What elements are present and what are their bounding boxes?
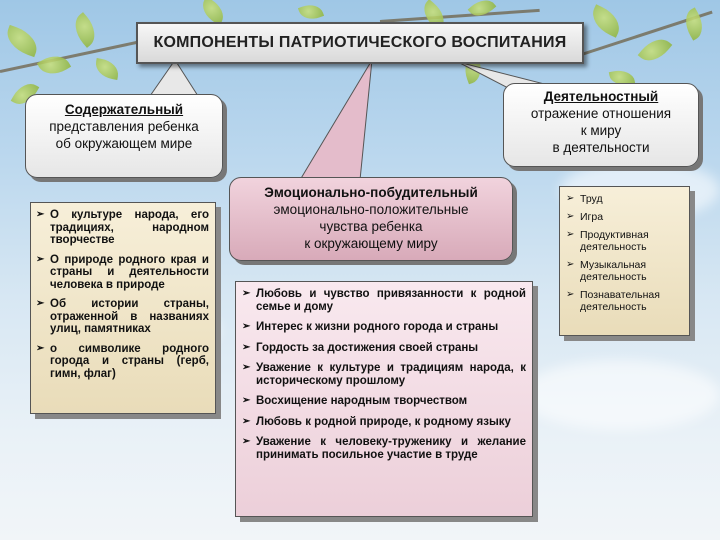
emotional-component-line: эмоционально-положительные xyxy=(273,202,469,217)
list-item: ➢ Интерес к жизни родного города и страны xyxy=(242,321,499,333)
bullet-arrow-icon: ➢ xyxy=(242,436,251,447)
pointer-mid xyxy=(300,60,372,180)
bullet-arrow-icon: ➢ xyxy=(566,289,575,300)
bullet-arrow-icon: ➢ xyxy=(566,259,575,270)
emotional-component-heading: Эмоционально-побудительный xyxy=(264,185,478,200)
bullet-arrow-icon: ➢ xyxy=(36,253,45,265)
bullet-arrow-icon: ➢ xyxy=(566,193,575,204)
page-title: КОМПОНЕНТЫ ПАТРИОТИЧЕСКОГО ВОСПИТАНИЯ xyxy=(136,22,584,64)
list-item: ➢ Продуктивная деятельность xyxy=(566,229,649,253)
bullet-arrow-icon: ➢ xyxy=(566,211,575,222)
bullet-arrow-icon: ➢ xyxy=(36,342,45,354)
list-item: ➢ Об истории страны, отраженной в названиях улиц, памятниках xyxy=(36,298,209,335)
bullet-arrow-icon: ➢ xyxy=(242,321,251,332)
activity-component-heading: Деятельностный xyxy=(543,89,659,104)
activity-component-line: отражение отношения xyxy=(530,106,672,121)
bullet-arrow-icon: ➢ xyxy=(242,395,251,406)
bullet-arrow-icon: ➢ xyxy=(242,288,251,299)
list-item: ➢ О природе родного края и страны и деятельности человека в природе xyxy=(36,253,209,291)
list-item: ➢ Труд xyxy=(566,193,603,205)
list-item: ➢ Восхищение народным творчеством xyxy=(242,395,468,407)
emotional-items-list xyxy=(235,281,533,517)
list-item: ➢ о символике родного города и страны (герб, гимн, флаг) xyxy=(36,342,209,380)
bullet-arrow-icon: ➢ xyxy=(242,415,251,427)
content-component-heading: Содержательный xyxy=(64,102,184,117)
activity-component-line: в деятельности xyxy=(552,140,650,155)
list-item: ➢ О культуре народа, его традициях, народном творчестве xyxy=(36,209,209,246)
emotional-component-bubble xyxy=(229,177,513,261)
emotional-component-line: к окружающему миру xyxy=(304,236,438,251)
list-item: ➢ Музыкальная деятельность xyxy=(566,259,647,283)
emotional-component-line: чувства ребенка xyxy=(319,219,423,234)
content-component-bubble xyxy=(25,94,223,178)
pointer-left xyxy=(150,60,198,96)
activity-component-line: к миру xyxy=(580,123,622,138)
list-item: ➢ Уважение к культуре и традициям народа, к историческому прошлому xyxy=(242,362,526,387)
content-component-line: представления ребенка xyxy=(49,119,199,134)
list-item: ➢ Познавательная деятельность xyxy=(566,289,660,313)
activity-component-bubble xyxy=(503,83,699,167)
list-item: ➢ Любовь к родной природе, к родному языку xyxy=(242,415,511,428)
list-item: ➢ Уважение к человеку-труженику и желание принимать посильное участие в труде xyxy=(242,436,526,461)
list-item: ➢ Гордость за достижения своей страны xyxy=(242,341,479,354)
bullet-arrow-icon: ➢ xyxy=(566,229,575,240)
activity-items-list xyxy=(559,186,690,336)
list-item: ➢ Любовь и чувство привязанности к родной семье и дому xyxy=(242,288,526,313)
content-component-line: об окружающем мире xyxy=(55,136,193,151)
bullet-arrow-icon: ➢ xyxy=(36,298,45,309)
content-items-list xyxy=(30,202,216,414)
bullet-arrow-icon: ➢ xyxy=(242,362,251,373)
list-item: ➢ Игра xyxy=(566,211,604,223)
bullet-arrow-icon: ➢ xyxy=(36,209,45,220)
bullet-arrow-icon: ➢ xyxy=(242,341,251,353)
